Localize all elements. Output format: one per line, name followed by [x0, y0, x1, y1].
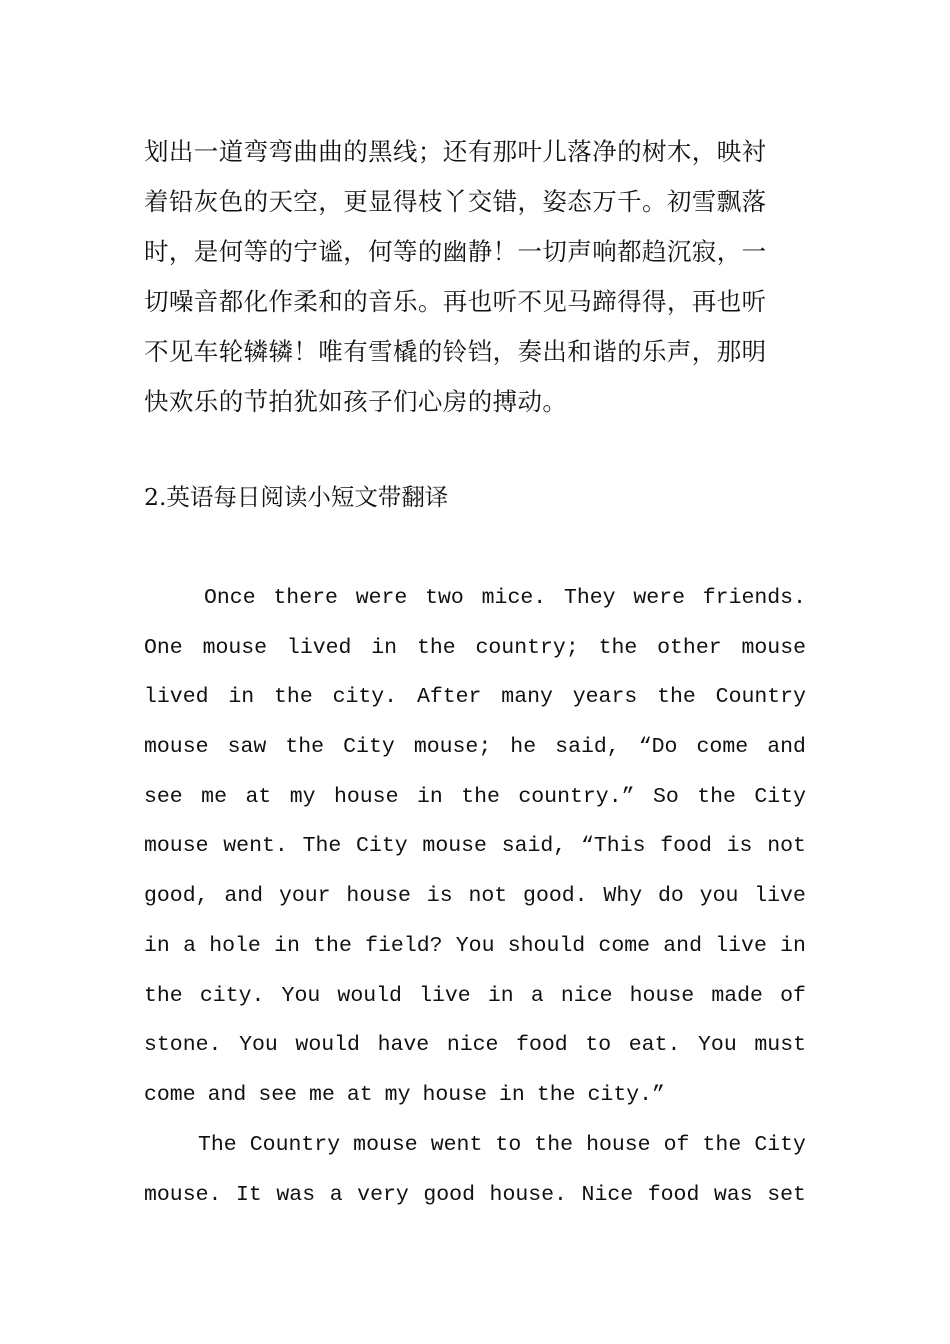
word: my [384, 1082, 411, 1107]
word: Nice [581, 1182, 634, 1207]
word: One [144, 635, 183, 660]
word: me [309, 1082, 335, 1107]
text-line [144, 673, 806, 723]
word: said, [555, 735, 620, 760]
word: food [660, 834, 712, 859]
word: to [495, 1133, 522, 1157]
word: City [754, 1133, 806, 1157]
word: hole [209, 933, 261, 958]
text-line: 快欢乐的节拍犹如孩子们心房的搏动。 [144, 387, 568, 416]
word: see [144, 784, 183, 809]
word: have [377, 1033, 430, 1058]
word: country.” [518, 784, 635, 809]
english-paragraph-1 [144, 574, 806, 1121]
text-line [144, 574, 806, 624]
word: lived [144, 685, 209, 710]
word: City [754, 784, 806, 809]
word: your [278, 884, 331, 909]
word: City [356, 834, 408, 859]
text-line [144, 723, 806, 773]
word: city. [332, 685, 398, 710]
word: live [754, 884, 806, 909]
word: at [245, 784, 272, 809]
word: mouse [353, 1133, 418, 1157]
text-line: 着铅灰色的天空，更显得枝丫交错，姿态万千。初雪飘落 [144, 187, 767, 216]
word: house [346, 884, 411, 909]
word: Why [603, 884, 643, 909]
word: You [281, 983, 321, 1008]
word: the [274, 685, 313, 710]
word: saw [227, 735, 267, 760]
word: mouse [741, 635, 806, 660]
word: a [329, 1182, 343, 1207]
word: house. [489, 1182, 567, 1207]
word: in [274, 933, 300, 958]
word: very [357, 1182, 409, 1207]
word: mouse [144, 834, 209, 859]
word: the [598, 635, 638, 660]
word: city.” [587, 1082, 665, 1107]
word: were [633, 586, 685, 610]
text-line: 划出一道弯弯曲曲的黑线；还有那叶儿落净的树木，映衬 [144, 137, 767, 166]
text-line [144, 773, 806, 823]
word: the [657, 685, 696, 710]
word: in [371, 635, 398, 660]
word: the [534, 1133, 574, 1157]
word: would [337, 983, 402, 1008]
word: went [430, 1133, 483, 1157]
text-line [144, 1021, 806, 1071]
word: a [183, 933, 196, 958]
word: live [715, 933, 767, 958]
word: was [276, 1182, 316, 1207]
word: said, [501, 834, 567, 859]
word: the [313, 933, 352, 958]
word: good, [144, 884, 209, 909]
word: house [586, 1133, 651, 1157]
word: to [585, 1033, 612, 1058]
word: the [285, 735, 325, 760]
word: me [201, 784, 227, 809]
word: do [658, 884, 684, 909]
word: lived [286, 635, 352, 660]
word: You [239, 1033, 278, 1058]
word: two [425, 586, 464, 610]
word: house [333, 784, 399, 809]
text-line [144, 1171, 806, 1221]
word: went. [223, 834, 288, 859]
word: mouse. [144, 1182, 222, 1207]
word: country; [475, 635, 579, 660]
text-line: 不见车轮辚辚！唯有雪橇的铃铛，奏出和谐的乐声，那明 [144, 337, 767, 366]
word: in [416, 784, 443, 809]
word: at [346, 1082, 373, 1107]
word: house [629, 983, 695, 1008]
text-line: 时，是何等的宁谧，何等的幽静！一切声响都趋沉寂，一 [144, 237, 767, 266]
word: see [258, 1082, 298, 1107]
word: of [780, 983, 806, 1008]
word: “This [580, 834, 646, 859]
word: is [426, 884, 453, 909]
word: not [767, 834, 806, 859]
word: set [767, 1182, 806, 1207]
word: nice [560, 983, 613, 1008]
word: made [711, 983, 763, 1008]
word: eat. [628, 1033, 681, 1058]
word: Country [715, 685, 806, 710]
text-line [144, 972, 806, 1022]
word: friends. [702, 586, 806, 610]
section-heading: 2.英语每日阅读小短文带翻译 [144, 483, 449, 511]
text-line: 切噪音都化作柔和的音乐。再也听不见马蹄得得，再也听 [144, 287, 767, 316]
chinese-paragraph [144, 127, 806, 427]
word: you [699, 884, 739, 909]
word: many [501, 685, 553, 710]
word: mouse [144, 735, 209, 760]
word: of [663, 1133, 690, 1157]
word: good [423, 1182, 475, 1207]
word: were [355, 586, 408, 610]
word: must [754, 1033, 806, 1058]
word: the [697, 784, 736, 809]
word: the [461, 784, 500, 809]
text-line [144, 822, 806, 872]
text-line [144, 624, 806, 674]
text-line [144, 1121, 806, 1171]
word: mouse; [413, 735, 492, 760]
word: mouse [422, 834, 487, 859]
word: would [295, 1033, 360, 1058]
word: the [702, 1133, 742, 1157]
word: and [663, 933, 702, 958]
word: So [652, 784, 679, 809]
word: “Do [638, 735, 678, 760]
word: You [455, 933, 495, 958]
word: other [657, 635, 722, 660]
word: in [780, 933, 806, 958]
word: was [713, 1182, 753, 1207]
word: house [422, 1082, 487, 1107]
word: he [510, 735, 537, 760]
word: the [536, 1082, 576, 1107]
word: there [273, 586, 338, 610]
word: the [144, 983, 183, 1008]
word: You [698, 1033, 737, 1058]
word: and [207, 1082, 247, 1107]
word: mouse [202, 635, 268, 660]
word: come [144, 1082, 196, 1107]
word: and [767, 735, 806, 760]
word: a [530, 983, 544, 1008]
word: The [198, 1133, 237, 1157]
word: nice [446, 1033, 499, 1058]
english-paragraph-2 [144, 1121, 806, 1220]
word: stone. [144, 1033, 222, 1058]
word: After [416, 685, 482, 710]
word: city. [199, 983, 265, 1008]
word: in [499, 1082, 525, 1107]
word: come [696, 735, 749, 760]
word: live [419, 983, 471, 1008]
word: the [416, 635, 456, 660]
word: not [468, 884, 508, 909]
word: field? [365, 933, 443, 958]
word: in [487, 983, 514, 1008]
word: They [563, 586, 616, 610]
word: in [144, 933, 170, 958]
word: City [343, 735, 395, 760]
word: and [224, 884, 264, 909]
word: good. [523, 884, 588, 909]
text-line [144, 1071, 806, 1121]
word: Once [204, 586, 256, 610]
word: my [289, 784, 316, 809]
word: is [726, 834, 753, 859]
word: food [647, 1182, 700, 1207]
word: food [516, 1033, 568, 1058]
word: should [507, 933, 586, 958]
word: It [236, 1182, 262, 1207]
word: in [228, 685, 255, 710]
text-line [144, 922, 806, 972]
word: mice. [481, 586, 547, 610]
word: come [598, 933, 651, 958]
word: The [302, 834, 342, 859]
word: years [572, 685, 638, 710]
text-line [144, 872, 806, 922]
word: Country [249, 1133, 341, 1157]
